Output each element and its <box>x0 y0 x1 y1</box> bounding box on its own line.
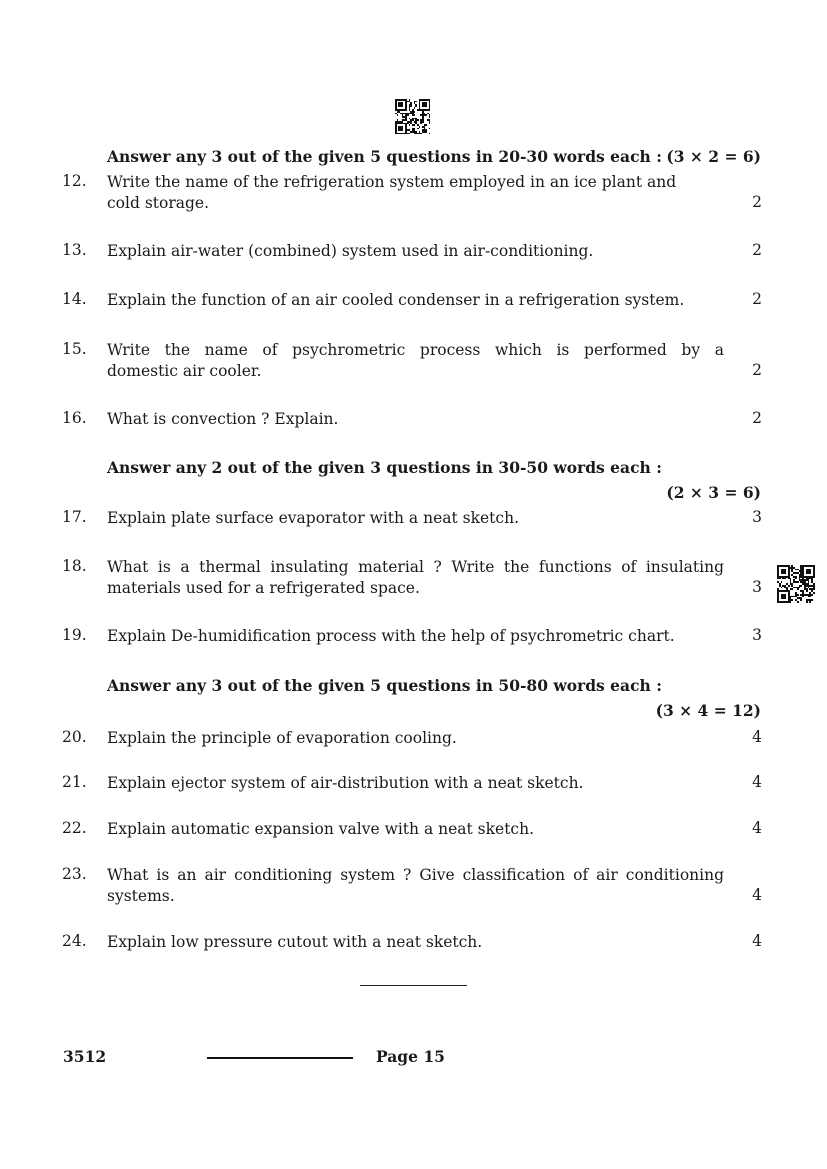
question-15-marks: 2 <box>752 361 762 379</box>
question-18-marks: 3 <box>752 578 762 596</box>
question-21-number: 21. <box>62 773 87 791</box>
question-23-line1: What is an air conditioning system ? Give classification of air conditioning <box>107 866 724 884</box>
paper-code: 3512 <box>63 1047 107 1066</box>
question-23-number: 23. <box>62 865 87 883</box>
question-12-number: 12. <box>62 172 87 190</box>
section-1-instruction: Answer any 3 out of the given 5 questions in 20-30 words each : <box>107 147 662 166</box>
question-14-text: Explain the function of an air cooled condenser in a refrigeration system. <box>107 291 685 309</box>
section-2-instruction: Answer any 2 out of the given 3 questions in 30-50 words each : <box>107 458 662 477</box>
question-12-line1: Write the name of the refrigeration system employed in an ice plant and <box>107 173 677 191</box>
question-22-marks: 4 <box>752 819 762 837</box>
question-16-number: 16. <box>62 409 87 427</box>
question-23-text <box>107 865 724 907</box>
question-18-number: 18. <box>62 557 87 575</box>
question-14-marks: 2 <box>752 290 762 308</box>
question-17-marks: 3 <box>752 508 762 526</box>
question-20-marks: 4 <box>752 728 762 746</box>
question-20-text: Explain the principle of evaporation cooling. <box>107 729 457 747</box>
question-15-number: 15. <box>62 340 87 358</box>
question-24-text: Explain low pressure cutout with a neat sketch. <box>107 933 483 951</box>
question-16-text: What is convection ? Explain. <box>107 410 339 428</box>
question-20-number: 20. <box>62 728 87 746</box>
section-1-marks: (3 × 2 = 6) <box>666 147 761 166</box>
question-13-number: 13. <box>62 241 87 259</box>
question-17-text: Explain plate surface evaporator with a neat sketch. <box>107 509 519 527</box>
question-15-line2: domestic air cooler. <box>107 362 262 380</box>
question-17-number: 17. <box>62 508 87 526</box>
end-divider <box>360 985 467 986</box>
question-15-text <box>107 340 724 382</box>
question-22-text: Explain automatic expansion valve with a neat sketch. <box>107 820 535 838</box>
question-23-line2: systems. <box>107 887 175 905</box>
question-24-marks: 4 <box>752 932 762 950</box>
question-19-marks: 3 <box>752 626 762 644</box>
question-12-text <box>107 172 724 214</box>
question-18-line2: materials used for a refrigerated space. <box>107 579 420 597</box>
question-18-text <box>107 557 724 599</box>
qr-code-top <box>395 99 430 134</box>
question-13-marks: 2 <box>752 241 762 259</box>
question-24-number: 24. <box>62 932 87 950</box>
question-13-text: Explain air-water (combined) system used in air-conditioning. <box>107 242 594 260</box>
page-number: Page 15 <box>376 1047 445 1066</box>
question-12-marks: 2 <box>752 193 762 211</box>
footer-divider <box>207 1057 353 1059</box>
question-14-number: 14. <box>62 290 87 308</box>
question-21-marks: 4 <box>752 773 762 791</box>
question-21-text: Explain ejector system of air-distribution with a neat sketch. <box>107 774 584 792</box>
question-23-marks: 4 <box>752 886 762 904</box>
question-19-text: Explain De-humidification process with the help of psychrometric chart. <box>107 627 675 645</box>
section-3-instruction: Answer any 3 out of the given 5 questions in 50-80 words each : <box>107 676 662 695</box>
question-19-number: 19. <box>62 626 87 644</box>
question-18-line1: What is a thermal insulating material ? Write the functions of insulating <box>107 558 724 576</box>
question-15-line1: Write the name of psychrometric process which is performed by a <box>107 341 724 359</box>
qr-code-side <box>777 565 815 603</box>
question-12-line2: cold storage. <box>107 194 210 212</box>
question-22-number: 22. <box>62 819 87 837</box>
section-2-marks: (2 × 3 = 6) <box>666 483 761 502</box>
section-3-marks: (3 × 4 = 12) <box>655 701 761 720</box>
question-16-marks: 2 <box>752 409 762 427</box>
